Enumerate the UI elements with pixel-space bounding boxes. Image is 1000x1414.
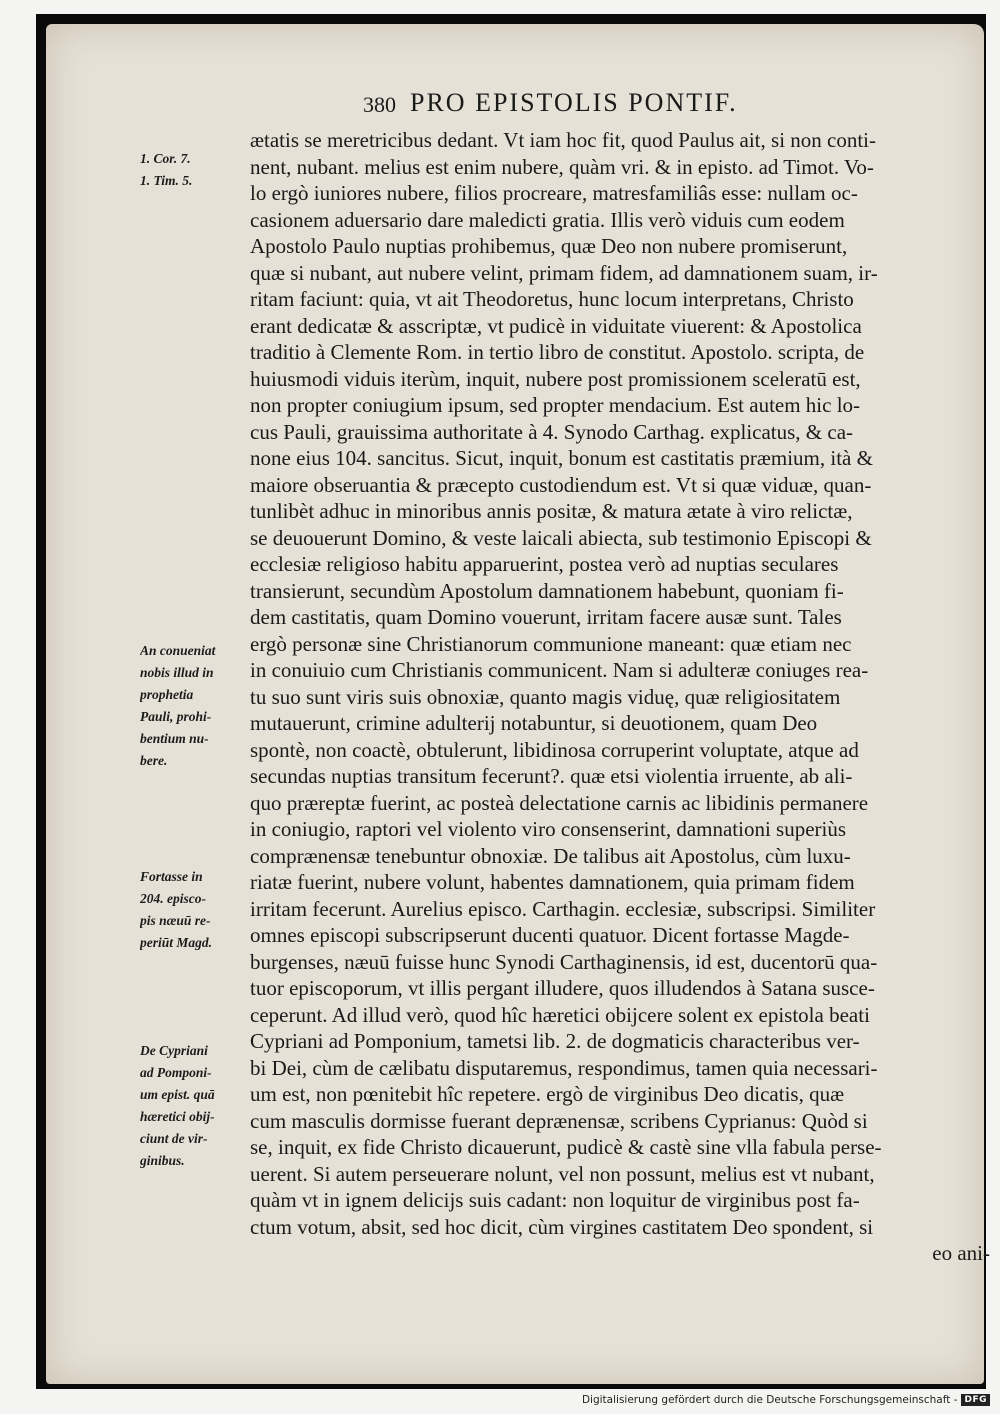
text-line: secundas nuptias transitum fecerunt?. quæ etsi violentia irruente, ab ali- — [250, 764, 853, 788]
text-line: quàm vt in ignem delicijs suis cadant: non loquitur de virginibus post fa- — [250, 1188, 860, 1212]
margin-note-line: Fortasse in — [140, 869, 203, 884]
text-line: cus Pauli, grauissima authoritate à 4. Synodo Carthag. explicatus, & ca- — [250, 419, 854, 444]
dfg-logo: DFG — [961, 1394, 990, 1406]
text-line: nent, nubant. melius est enim nubere, quàm vri. & in episto. ad Timot. Vo- — [250, 154, 874, 179]
text-line: non propter coniugium ipsum, sed propter mendacium. Est autem hic lo- — [250, 393, 861, 417]
text-line: irritam fecerunt. Aurelius episco. Carthagin. ecclesiæ, subscripsi. Similiter — [250, 896, 876, 921]
text-line: ctum votum, absit, sed hoc dicit, cùm virgines castitatem Deo spondent, si — [250, 1214, 874, 1239]
digitization-credit — [582, 1394, 990, 1406]
text-line: ceperunt. Ad illud verò, quod hîc hæretici obijcere solent ex epistola beati — [250, 1002, 870, 1027]
text-line: ætatis se meretricibus dedant. Vt iam hoc fit, quod Paulus ait, si non conti- — [250, 128, 877, 152]
margin-note-line: nobis illud in — [140, 665, 214, 680]
text-line: in conuiuio cum Christianis communicent. Nam si adulteræ coniuges rea- — [250, 658, 869, 682]
text-line: comprænensæ tenebuntur obnoxiæ. De talibus ait Apostolus, cùm luxu- — [250, 843, 851, 868]
text-line: burgenses, næuū fuisse hunc Synodi Carthaginensis, id est, ducentorū qua- — [250, 949, 878, 974]
text-line: omnes episcopi subscripserunt ducenti quatuor. Dicent fortasse Magde- — [250, 923, 850, 947]
margin-note-line: bere. — [140, 753, 168, 768]
text-line: tunlibèt adhuc in minoribus annis positæ, & matura ætate à viro relictæ, — [250, 499, 853, 523]
text-line: transierunt, secundùm Apostolum damnationem habebunt, quoniam fi- — [250, 578, 844, 603]
margin-note-line: An conueniat — [140, 643, 216, 658]
text-line: ritam faciunt: quia, vt ait Theodoretus, hunc locum interpretans, Christo — [250, 287, 854, 311]
margin-note-line: pis næuū re- — [140, 913, 211, 928]
margin-note-line: 1. Tim. 5. — [140, 173, 193, 188]
text-line: Cypriani ad Pomponium, tametsi lib. 2. de dogmaticis characteribus ver- — [250, 1029, 860, 1053]
text-line: tu suo sunt viris suis obnoxiæ, quanto magis viduę, quæ religiositatem — [250, 684, 841, 709]
margin-note-line: Pauli, prohi- — [140, 709, 212, 724]
text-line: ergò personæ sine Christianorum communione maneant: quæ etiam nec — [250, 631, 852, 656]
text-line: se deuouerunt Domino, & veste laicali abiecta, sub testimonio Episcopi & — [250, 525, 872, 550]
text-line: erant dedicatæ & asscriptæ, vt pudicè in viduitate viuerent: & Apostolica — [250, 313, 862, 338]
margin-note-line: 204. episco- — [140, 891, 206, 906]
text-line: quo præreptæ fuerint, ac posteà delectatione carnis ac libidinis permanere — [250, 790, 869, 815]
margin-note-line: periūt Magd. — [140, 935, 213, 950]
page-number: 380 — [363, 92, 396, 117]
margin-note-line: bentium nu- — [140, 731, 209, 746]
text-line: casionem aduersario dare maledicti gratia. Illis verò viduis cum eodem — [250, 207, 845, 232]
running-title: PRO EPISTOLIS PONTIF. — [410, 88, 738, 117]
text-line: spontè, non coactè, obtulerunt, libidinosa corruperint voluptate, atque ad — [250, 737, 859, 762]
text-line: cum masculis dormisse fuerant deprænensæ, scribens Cyprianus: Quòd si — [250, 1108, 868, 1133]
text-line: uerent. Si autem perseuerare nolunt, vel non possunt, melius est vt nubant, — [250, 1161, 875, 1186]
margin-note-fortasse — [140, 866, 248, 954]
margin-note-line: ciunt de vir- — [140, 1131, 208, 1146]
text-line: none eius 104. sancitus. Sicut, inquit, bonum est castitatis præmium, ità & — [250, 446, 873, 470]
text-line: lo ergò iuniores nubere, filios procreare, matresfamiliâs esse: nullam oc- — [250, 181, 858, 205]
margin-note-line: 1. Cor. 7. — [140, 151, 191, 166]
margin-note-references — [140, 148, 248, 192]
text-line: maiore obseruantia & præcepto custodiendum est. Vt si quæ viduæ, quan- — [250, 472, 872, 497]
text-line: um est, non pœnitebit hîc repetere. ergò de virginibus Deo dicatis, quæ — [250, 1082, 845, 1106]
text-line: riatæ fuerint, nubere volunt, habentes damnationem, quia primam fidem — [250, 870, 855, 894]
margin-note-line: ad Pomponi- — [140, 1065, 212, 1080]
text-line: se, inquit, ex fide Christo dicauerunt, pudicè & castè sine vlla fabula perse- — [250, 1135, 882, 1159]
credit-text: Digitalisierung gefördert durch die Deutsche Forschungsgemeinschaft - — [581, 1394, 958, 1406]
margin-note-line: De Cypriani — [140, 1043, 208, 1058]
text-line: tuor episcoporum, vt illis pergant illudere, quos illudendos à Satana susce- — [250, 976, 875, 1000]
margin-note-line: prophetia — [140, 687, 194, 702]
margin-note-cyprian — [140, 1040, 248, 1172]
text-line: traditio à Clemente Rom. in tertio libro de constitut. Apostolo. scripta, de — [250, 340, 865, 364]
margin-note-prophetia — [140, 640, 248, 772]
text-line: dem castitatis, quam Domino vouerunt, irritam facere ausæ sunt. Tales — [250, 605, 842, 629]
text-line: in coniugio, raptori vel violento viro consenserint, damnationi superiùs — [250, 817, 847, 841]
margin-note-line: ginibus. — [140, 1153, 185, 1168]
text-line: huiusmodi viduis iterùm, inquit, nubere post promissionem sceleratū est, — [250, 366, 861, 391]
text-line: bi Dei, cùm de cælibatu disputaremus, respondimus, tamen quia necessari- — [250, 1055, 878, 1080]
text-line: quæ si nubant, aut nubere velint, primam fidem, ad damnationem suam, ir- — [250, 260, 878, 285]
main-text — [250, 127, 990, 1267]
text-line: ecclesiæ religioso habitu apparuerint, postea verò ad nuptias seculares — [250, 552, 839, 576]
text-line: mutauerunt, crimine adulterij notabuntur, si deuotionem, quam Deo — [250, 711, 818, 735]
margin-note-line: hæretici obij- — [140, 1109, 215, 1124]
margin-note-line: um epist. quā — [140, 1087, 215, 1102]
text-line: eo ani- — [932, 1241, 990, 1265]
text-line: Apostolo Paulo nuptias prohibemus, quæ Deo non nubere promiserunt, — [250, 234, 848, 258]
